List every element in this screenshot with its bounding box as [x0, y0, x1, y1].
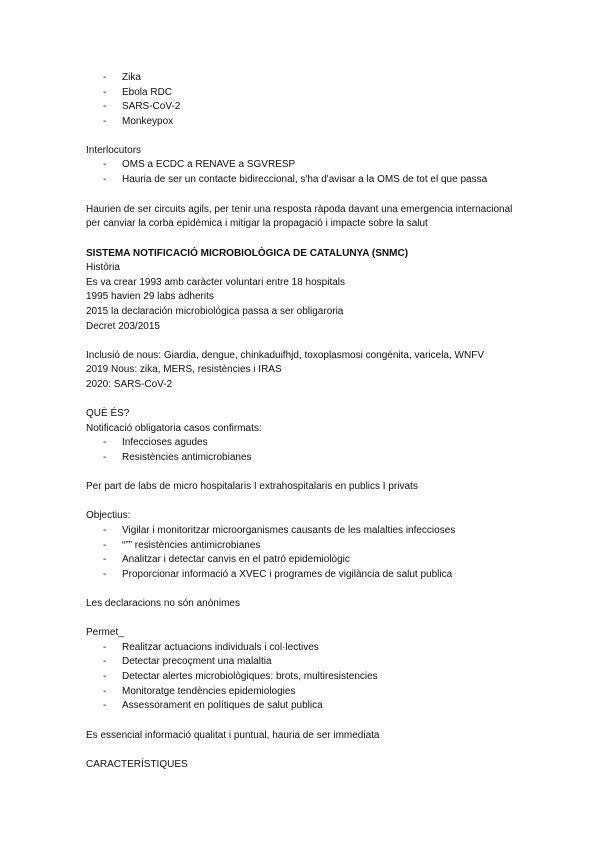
history-line: Decret 203/2015: [86, 321, 160, 332]
per-part-line: Per part de labs de micro hospitalaris I extrahospitalaris en publics I privats: [86, 481, 418, 492]
list-item-text: Resistències antimicrobianes: [122, 452, 252, 463]
list-item: [103, 568, 452, 582]
list-item: [103, 451, 252, 465]
interlocutors-heading: Interlocutors: [86, 145, 142, 156]
history-line: Història: [86, 262, 120, 273]
list-item-text: Infeccioses agudes: [122, 437, 208, 448]
bullet-dash: -: [103, 452, 107, 463]
caracteristiques-heading: CARACTERÍSTIQUES: [86, 759, 188, 770]
list-item: [103, 71, 141, 85]
history-line: 1995 havien 29 labs adherits: [86, 291, 214, 302]
section-title-snmc: SISTEMA NOTIFICACIÓ MICROBIOLÒGICA DE CATALUNYA (SNMC): [86, 248, 409, 259]
list-item: [103, 699, 323, 713]
list-item: [103, 436, 208, 450]
bullet-dash: -: [103, 525, 107, 536]
list-item: [103, 670, 378, 684]
bullet-dash: -: [103, 671, 107, 682]
list-item-text: Monitoratge tendències epidemiologies: [122, 686, 296, 697]
declaracions-line: Les declaracions no són anònimes: [86, 598, 240, 609]
bullet-dash: -: [103, 686, 107, 697]
list-item: [103, 100, 180, 114]
list-item: [103, 539, 260, 553]
list-item-text: Hauria de ser un contacte bidireccional, s'ha d'avisar a la OMS de tot el que passa: [122, 174, 488, 185]
list-item-text: Proporcionar informació a XVEC i programes de vigilància de salut publica: [122, 569, 453, 580]
que-es-heading: QUÈ ÉS?: [86, 408, 130, 419]
list-item: [103, 685, 295, 699]
permet-heading: Permet_: [86, 627, 124, 638]
inclusion-line: 2019 Nous: zika, MERS, resistències i IRAS: [86, 364, 282, 375]
bullet-dash: -: [103, 116, 107, 127]
list-item-text: Assessorament en polítiques de salut publica: [122, 700, 323, 711]
essencial-line: Es essencial informació qualitat i puntual, hauria de ser immediata: [86, 730, 380, 741]
bullet-dash: -: [103, 437, 107, 448]
list-item: [103, 158, 295, 172]
list-item: [103, 553, 350, 567]
list-item-text: Realitzar actuacions individuals i col·lectives: [122, 642, 319, 653]
bullet-dash: -: [103, 174, 107, 185]
list-item: [103, 655, 272, 669]
bullet-dash: -: [103, 642, 107, 653]
inclusion-line: 2020: SARS-CoV-2: [86, 379, 173, 390]
list-item: [103, 641, 319, 655]
list-item-text: Detectar precoçment una malaltia: [122, 656, 272, 667]
bullet-dash: -: [103, 540, 107, 551]
bullet-dash: -: [103, 87, 107, 98]
list-item: [103, 524, 455, 538]
list-item-text: Ebola RDC: [122, 87, 173, 98]
bullet-dash: -: [103, 700, 107, 711]
list-item-text: Detectar alertes microbiològiques: brots, multiresistencies: [122, 671, 378, 682]
list-item-text: Zika: [122, 72, 141, 83]
bullet-dash: -: [103, 101, 107, 112]
history-line: Es va crear 1993 amb caràcter voluntari entre 18 hospitals: [86, 277, 346, 288]
list-item-text: Monkeypox: [122, 116, 174, 127]
list-item: [103, 86, 172, 100]
history-line: 2015 la declaración microbiológica passa a ser obligaroria: [86, 306, 344, 317]
list-item-text: Vigilar i monitoritzar microorganismes causants de les malalties infeccioses: [122, 525, 456, 536]
list-item-text: SARS-CoV-2: [122, 101, 181, 112]
list-item: [103, 115, 173, 129]
paragraph-line: per canviar la corba epidèmica i mitigar la propagació i impacte sobre la salut: [86, 218, 428, 229]
bullet-dash: -: [103, 159, 107, 170]
list-item-text: OMS a ECDC a RENAVE a SGVRESP: [122, 159, 296, 170]
list-item-text: Analitzar i detectar canvis en el patró epidemiològic: [122, 554, 350, 565]
objectius-heading: Objectius:: [86, 510, 131, 521]
bullet-dash: -: [103, 554, 107, 565]
list-item: [103, 173, 487, 187]
bullet-dash: -: [103, 72, 107, 83]
bullet-dash: -: [103, 656, 107, 667]
paragraph-line: Haurien de ser circuits agils, per tenir una resposta ràpoda davant una emergencia internacional: [86, 204, 513, 215]
list-item-text: “”” resistències antimicrobianes: [122, 540, 261, 551]
bullet-dash: -: [103, 569, 107, 580]
que-es-intro: Notificació obligatoria casos confirmats:: [86, 423, 262, 434]
inclusion-line: Inclusió de nous: Giardia, dengue, chinkaduifhjd, toxoplasmosi congénita, varicela, WNFV: [86, 350, 484, 361]
